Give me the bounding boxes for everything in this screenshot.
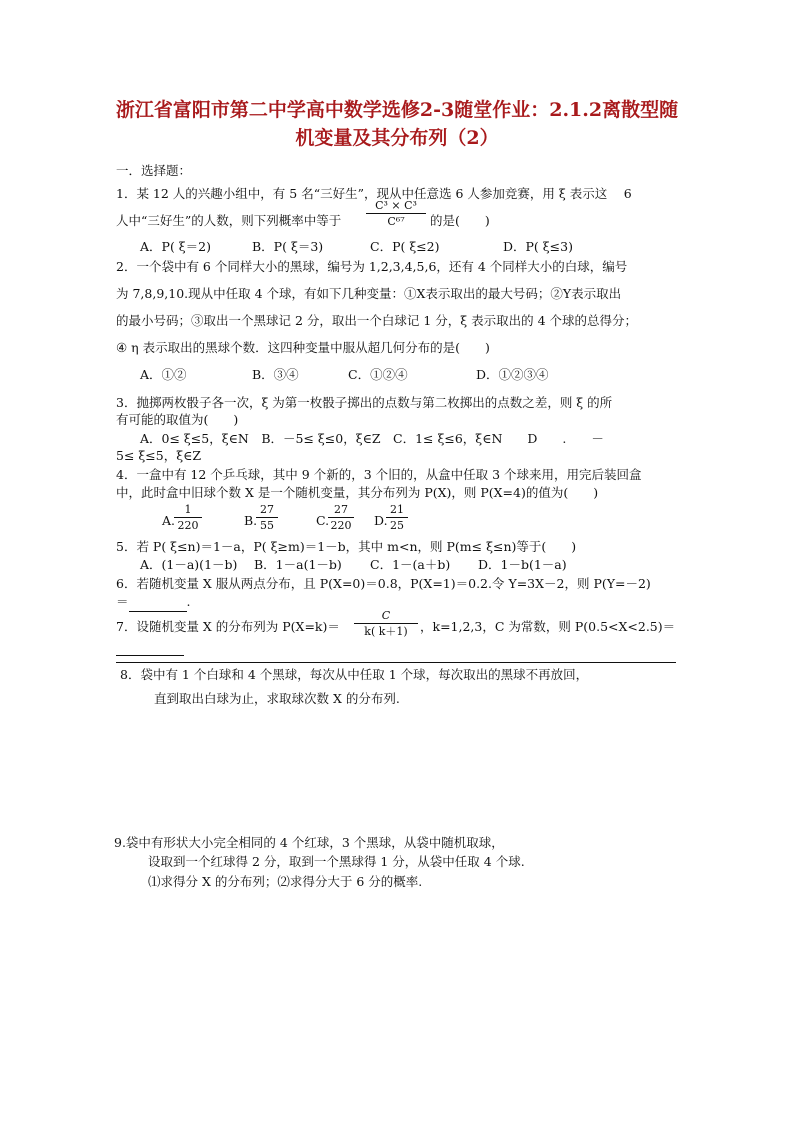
q4-option-b-label: B. [244, 513, 258, 528]
q8-line-2: 直到取出白球为止，求取球次数 X 的分布列. [154, 691, 400, 706]
q2-option-c: C．①②④ [348, 367, 408, 382]
q6-period: . [186, 594, 191, 609]
q6-equals: ＝ [116, 594, 129, 609]
q7-answer-blank[interactable] [116, 655, 184, 656]
q2-line-1: 2．一个袋中有 6 个同样大小的黑球，编号为 1,2,3,4,5,6，还有 4 个同样大小的白球，编号 [116, 259, 628, 274]
q7-fraction-denominator: k( k＋1) [364, 625, 408, 638]
q6-line-1: 6．若随机变量 X 服从两点分布，且 P(X=0)＝0.8，P(X=1)＝0.2.令 Y=3X－2，则 P(Y=－2) [116, 576, 651, 591]
q4-line-1: 4．一盒中有 12 个乒乓球，其中 9 个新的，3 个旧的，从盒中任取 3 个球来用，用完后装回盒 [116, 467, 642, 482]
q4-option-d-fraction [386, 502, 408, 533]
q4-option-d-den: 25 [390, 519, 404, 532]
q4-option-b-fraction [256, 502, 278, 533]
section-heading: 一．选择题： [116, 163, 192, 178]
q9-line-2: 设取到一个红球得 2 分，取到一个黑球得 1 分，从袋中任取 4 个球. [148, 854, 525, 869]
q4-option-b-den: 55 [260, 519, 274, 532]
q7-line-1a: 7．设随机变量 X 的分布列为 P(X=k)＝ [116, 619, 340, 634]
q5-option-a: A．(1－a)(1－b) [140, 557, 238, 572]
q1-fraction-numerator: C³ × C³ [366, 198, 426, 214]
q4-option-c-fraction [328, 502, 354, 533]
q4-option-d-label: D. [374, 513, 388, 528]
q6-answer-blank[interactable] [129, 593, 187, 612]
q4-option-a-label: A. [162, 513, 176, 528]
q4-option-b-num: 27 [256, 502, 278, 518]
q5-option-b: B．1－a(1－b) [254, 557, 342, 572]
q2-option-d: D．①②③④ [476, 367, 549, 382]
q1-option-d: D．P( ξ≤3) [503, 239, 573, 254]
q4-option-d-num: 21 [386, 502, 408, 518]
q2-line-4: ④ η 表示取出的黑球个数．这四种变量中服从超几何分布的是( ) [116, 340, 490, 355]
title-line-1: 浙江省富阳市第二中学高中数学选修2-3随堂作业：2.1.2离散型随 [115, 99, 679, 121]
section-divider [116, 662, 676, 663]
q9-line-1: 9.袋中有形状大小完全相同的 4 个红球，3 个黑球，从袋中随机取球， [114, 835, 504, 850]
q5-option-c: C．1－(a＋b) [370, 557, 451, 572]
q3-options-line-2: 5≤ ξ≤5，ξ∈Z [116, 448, 202, 463]
q7-fraction [354, 608, 418, 639]
q2-option-b: B．③④ [252, 367, 299, 382]
q1-option-a: A．P( ξ＝2) [140, 239, 212, 254]
q1-fraction [366, 198, 426, 229]
q7-line-1b: ，k=1,2,3，C 为常数，则 P(0.5<X<2.5)＝ [420, 619, 676, 634]
q1-line-1: 1．某 12 人的兴趣小组中，有 5 名“三好生”，现从中任意选 6 人参加竞赛，用 ξ 表示这 6 [116, 186, 632, 201]
q2-line-2: 为 7,8,9,10.现从中任取 4 个球，有如下几种变量：①X表示取出的最大号码；②Y表示取出 [116, 286, 622, 301]
q1-line-2b: 的是( ) [430, 213, 490, 228]
q1-option-b: B．P( ξ＝3) [252, 239, 324, 254]
q1-option-c: C．P( ξ≤2) [370, 239, 440, 254]
q4-option-c-den: 220 [330, 519, 352, 532]
q3-line-1: 3．抛掷两枚骰子各一次，ξ 为第一枚骰子掷出的点数与第二枚掷出的点数之差，则 ξ 的所 [116, 395, 613, 410]
q3-options-line: A．0≤ ξ≤5，ξ∈N B．－5≤ ξ≤0，ξ∈Z C．1≤ ξ≤6，ξ∈N D . － [140, 431, 604, 446]
q4-option-c-label: C. [316, 513, 330, 528]
q6-line-2 [116, 593, 191, 612]
q9-line-3: ⑴求得分 X 的分布列；⑵求得分大于 6 分的概率. [148, 874, 423, 889]
q7-fraction-numerator: C [354, 608, 418, 624]
q5-line-1: 5．若 P( ξ≤n)＝1－a，P( ξ≥m)＝1－b，其中 m<n，则 P(m≤ ξ≤n)等于( ) [116, 539, 577, 554]
q2-line-3: 的最小号码；③取出一个黑球记 2 分，取出一个白球记 1 分，ξ 表示取出的 4 个球的总得分； [116, 313, 638, 328]
q4-line-2: 中，此时盒中旧球个数 X 是一个随机变量，其分布列为 P(X)，则 P(X=4)的值为( ) [116, 485, 599, 500]
q5-option-d: D．1－b(1－a) [478, 557, 567, 572]
q4-option-a-den: 220 [177, 519, 199, 532]
q1-fraction-denominator: C⁶⁷ [387, 215, 405, 228]
q8-line-1: 8．袋中有 1 个白球和 4 个黑球，每次从中任取 1 个球，每次取出的黑球不再放回， [120, 667, 589, 682]
q4-option-a-fraction [174, 502, 202, 533]
title-line-2: 机变量及其分布列（2） [295, 127, 499, 149]
worksheet-title [100, 96, 694, 152]
q3-line-2: 有可能的取值为( ) [116, 412, 239, 427]
q1-line-2a: 人中“三好生”的人数，则下列概率中等于 [116, 213, 342, 228]
q2-option-a: A．①② [140, 367, 187, 382]
q4-option-c-num: 27 [328, 502, 354, 518]
q4-option-a-num: 1 [174, 502, 202, 518]
